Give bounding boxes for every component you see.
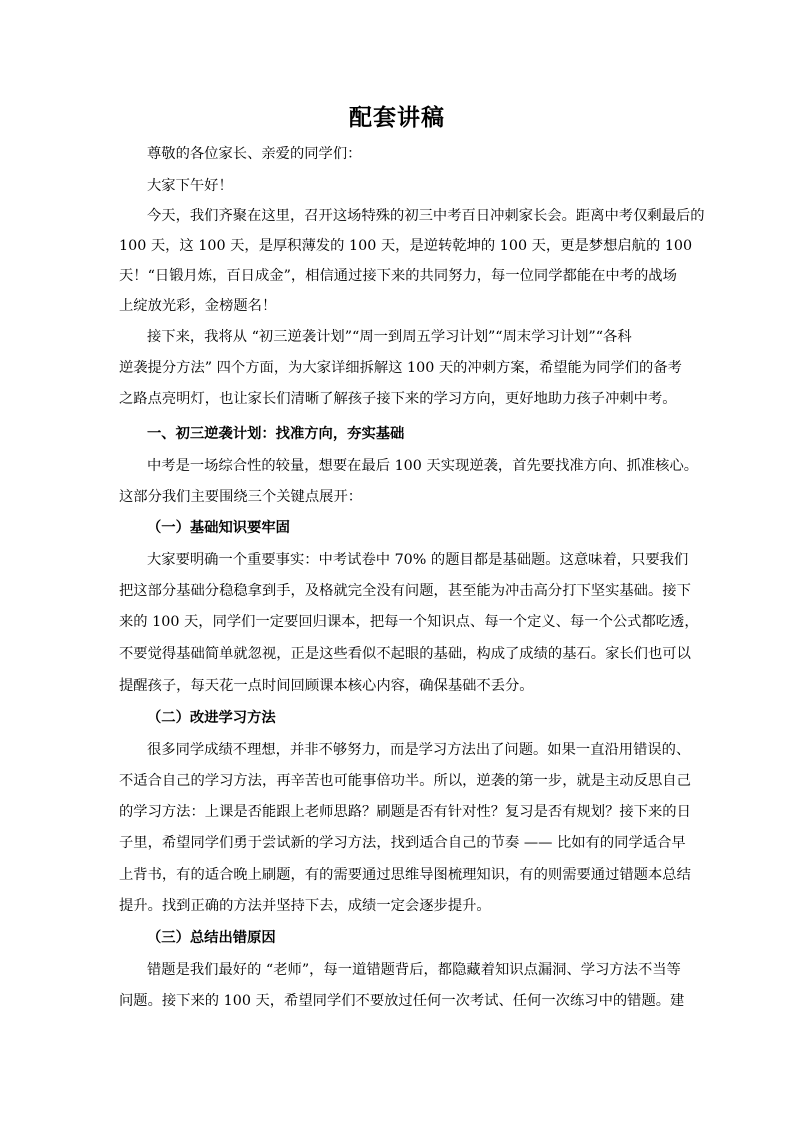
paragraph-line: 接下来，我将从 “初三逆袭计划”“周一到周五学习计划”“周末学习计划”“各科: [147, 329, 632, 345]
greeting-line: 大家下午好！: [147, 178, 233, 194]
page-title: 配套讲稿: [349, 104, 445, 131]
section-heading: 一、初三逆袭计划：找准方向，夯实基础: [147, 426, 405, 442]
paragraph-line: 逆袭提分方法” 四个方面，为大家详细拆解这 100 天的冲刺方案，希望能为同学们的备考: [119, 360, 682, 376]
paragraph-line: 不要觉得基础简单就忽视，正是这些看似不起眼的基础，构成了成绩的基石。家长们也可以: [119, 646, 691, 662]
paragraph-line: 上绽放光彩，金榜题名！: [119, 298, 277, 314]
paragraph-line: 问题。接下来的 100 天，希望同学们不要放过任何一次考试、任何一次练习中的错题。建: [119, 993, 685, 1009]
paragraph-line: 中考是一场综合性的较量，想要在最后 100 天实现逆袭，首先要找准方向、抓准核心。: [147, 458, 699, 474]
subsection-heading: （三）总结出错原因: [147, 930, 276, 946]
paragraph-line: 提醒孩子，每天花一点时间回顾课本核心内容，确保基础不丢分。: [119, 678, 534, 694]
paragraph-line: 不适合自己的学习方法，再辛苦也可能事倍功半。所以，逆袭的第一步，就是主动反思自己: [119, 773, 691, 789]
paragraph-line: 大家要明确一个重要事实：中考试卷中 70% 的题目都是基础题。这意味着，只要我们: [147, 552, 689, 568]
paragraph-line: 来的 100 天，同学们一定要回归课本，把每一个知识点、每一个定义、每一个公式都吃透，: [119, 614, 699, 630]
paragraph-line: 把这部分基础分稳稳拿到手，及格就完全没有问题，甚至能为冲击高分打下坚实基础。接下: [119, 583, 691, 599]
paragraph-line: 的学习方法：上课是否能跟上老师思路？刷题是否有针对性？复习是否有规划？接下来的日: [119, 804, 691, 820]
paragraph-line: 这部分我们主要围绕三个关键点展开：: [119, 489, 363, 505]
paragraph-line: 天！“日锻月炼，百日成金”，相信通过接下来的共同努力，每一位同学都能在中考的战场: [119, 268, 677, 284]
greeting-line: 尊敬的各位家长、亲爱的同学们：: [147, 146, 362, 162]
paragraph-line: 很多同学成绩不理想，并非不够努力，而是学习方法出了问题。如果一直沿用错误的、: [147, 742, 691, 758]
paragraph-line: 100 天，这 100 天，是厚积薄发的 100 天，是逆转乾坤的 100 天，更是梦想启航的 100: [119, 238, 693, 254]
paragraph-line: 之路点亮明灯，也让家长们清晰了解孩子接下来的学习方向，更好地助力孩子冲刺中考。: [119, 391, 677, 407]
paragraph-line: 错题是我们最好的 “老师”，每一道错题背后，都隐藏着知识点漏洞、学习方法不当等: [147, 962, 681, 978]
paragraph-line: 今天，我们齐聚在这里，召开这场特殊的初三中考百日冲刺家长会。距离中考仅剩最后的: [147, 208, 705, 224]
subsection-heading: （二）改进学习方法: [147, 710, 276, 726]
paragraph-line: 上背书，有的适合晚上刷题，有的需要通过思维导图梳理知识，有的则需要通过错题本总结: [119, 867, 691, 883]
subsection-heading: （一）基础知识要牢固: [147, 520, 290, 536]
paragraph-line: 子里，希望同学们勇于尝试新的学习方法，找到适合自己的节奏 —— 比如有的同学适合早: [119, 835, 686, 851]
paragraph-line: 提升。找到正确的方法并坚持下去，成绩一定会逐步提升。: [119, 898, 491, 914]
